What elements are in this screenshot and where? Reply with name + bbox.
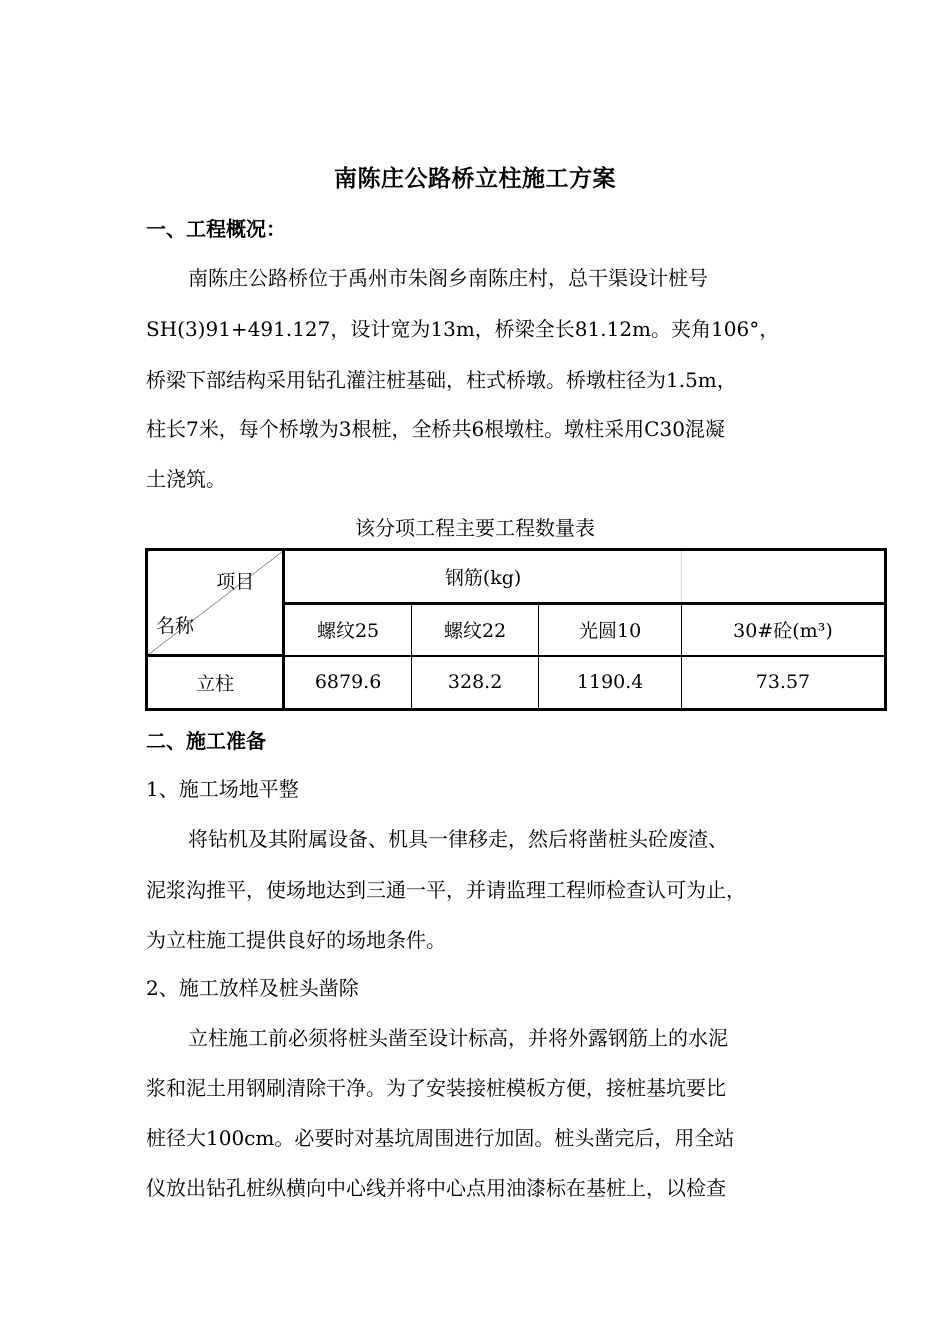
paragraph-line: 土浇筑。 [146, 467, 226, 491]
paragraph-line: 南陈庄公路桥位于禹州市朱阁乡南陈庄村，总干渠设计桩号 [188, 266, 708, 290]
section-heading-preparation: 二、施工准备 [146, 729, 266, 753]
row-name-cell: 立柱 [147, 656, 284, 710]
paragraph-line: 仪放出钻孔桩纵横向中心线并将中心点用油漆标在基桩上，以检查 [146, 1176, 726, 1200]
group-header-rebar: 钢筋(kg) [284, 550, 682, 604]
col-header: 光圆10 [539, 604, 682, 656]
paragraph-line: 桩径大100cm。必要时对基坑周围进行加固。桩头凿完后，用全站 [146, 1126, 735, 1150]
document-title: 南陈庄公路桥立柱施工方案 [334, 166, 616, 192]
subsection-title: 1、施工场地平整 [146, 777, 299, 801]
table-row [147, 656, 886, 710]
paragraph-line: 为立柱施工提供良好的场地条件。 [146, 928, 446, 952]
paragraph-line: 柱长7米，每个桥墩为3根桩，全桥共6根墩柱。墩柱采用C30混凝 [146, 417, 725, 441]
paragraph-line: 泥浆沟推平，使场地达到三通一平，并请监理工程师检查认可为止， [146, 878, 746, 902]
paragraph-line: SH(3)91+491.127，设计宽为13m，桥梁全长81.12m。夹角106°， [146, 317, 780, 341]
table-cell: 6879.6 [284, 656, 412, 710]
section-heading-overview: 一、工程概况： [146, 217, 286, 241]
table-cell: 328.2 [411, 656, 539, 710]
col-header: 螺纹25 [284, 604, 412, 656]
table-caption: 该分项工程主要工程数量表 [355, 516, 595, 540]
quantity-table [145, 548, 887, 711]
col-header: 螺纹22 [411, 604, 539, 656]
col-header: 30#砼(m³) [681, 604, 885, 656]
corner-label-item: 项目 [216, 571, 255, 593]
table-corner-cell [147, 550, 284, 656]
subsection-title: 2、施工放样及桩头凿除 [146, 976, 359, 1000]
paragraph-line: 将钻机及其附属设备、机具一律移走，然后将凿桩头砼废渣、 [188, 827, 728, 851]
table-cell: 1190.4 [539, 656, 682, 710]
paragraph-line: 立柱施工前必须将桩头凿至设计标高，并将外露钢筋上的水泥 [188, 1026, 728, 1050]
paragraph-line: 浆和泥土用钢刷清除干净。为了安装接桩模板方便，接桩基坑要比 [146, 1076, 726, 1100]
group-header-empty [681, 550, 885, 604]
table-cell: 73.57 [681, 656, 885, 710]
corner-label-name: 名称 [156, 615, 195, 637]
paragraph-line: 桥梁下部结构采用钻孔灌注桩基础，柱式桥墩。桥墩柱径为1.5m， [146, 368, 737, 392]
